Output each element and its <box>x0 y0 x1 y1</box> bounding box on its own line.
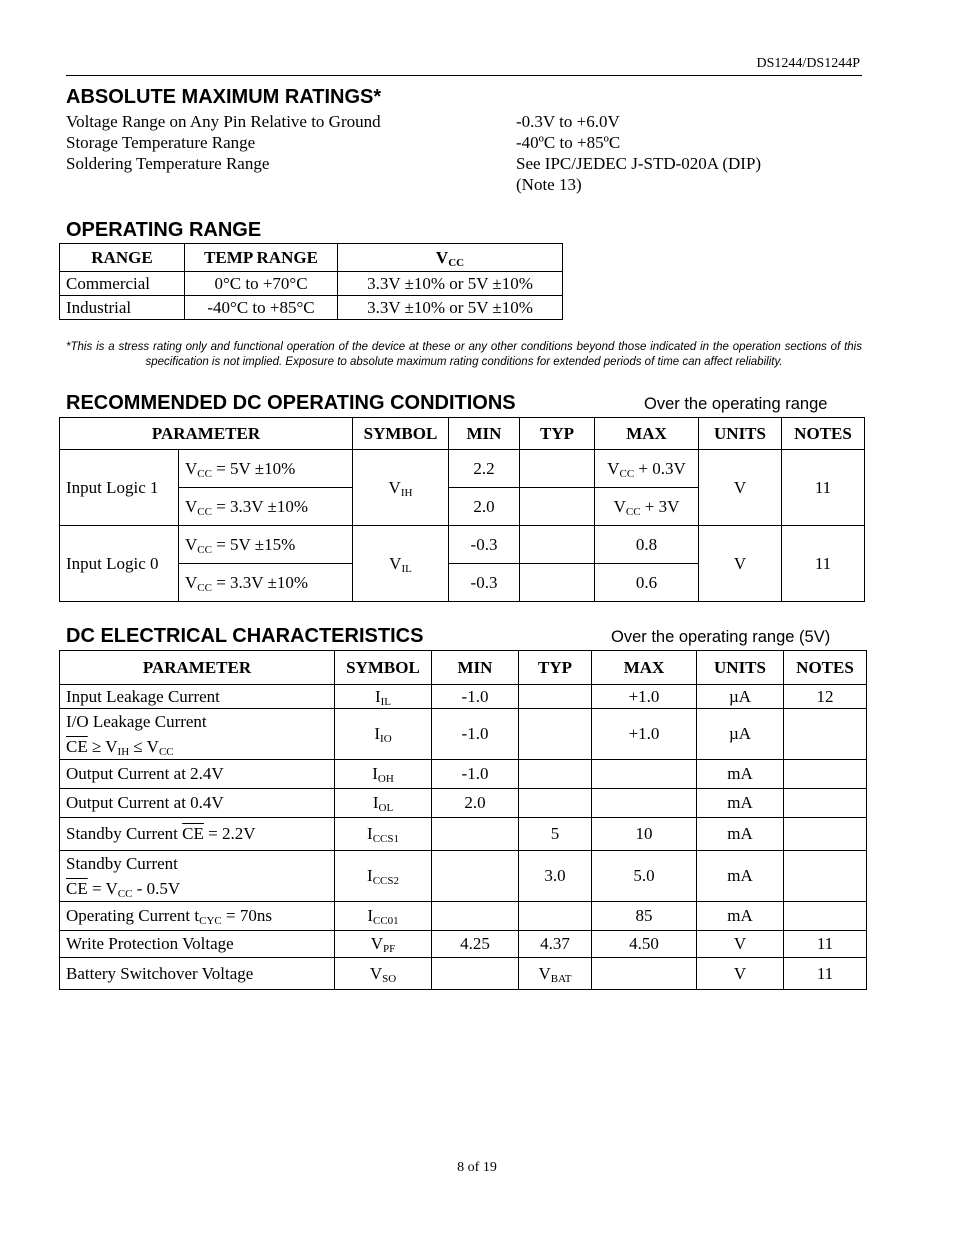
doc-id: DS1244/DS1244P <box>756 56 860 71</box>
table-row: Output Current at 2.4V $I_{OH}$ -1.0 mA <box>60 760 867 789</box>
op-range-table: RANGE TEMP RANGE $V_{CC}$ Commercial 0°C to +70°C 3.3V ±10% or 5V ±10% Industrial -40°C to +85°C 3.3V ±10% or 5V ±10% <box>59 243 563 320</box>
stress-note: *This is a stress rating only and functional operation of the device at these or any other conditions beyond those indicated in the operation sections of this specification is not implied. Exposure to absolute maximum rating conditions for extended periods of time can affect reliability. <box>66 341 862 368</box>
table-row: Operating Current $t_{CYC} = 70ns$ $I_{CC01}$ 85 mA <box>60 902 867 931</box>
table-row: Input Leakage Current $I_{IL}$ -1.0 +1.0 µA 12 <box>60 685 867 709</box>
rec-dc-table: PARAMETER SYMBOL MIN TYP MAX UNITS NOTES Input Logic 1 $V_{CC} = 5V \pm 10\%$ $V_{IH}$ 2.2 $V_{CC} + 0.3V$ V 11 $V_{CC} = 3.3V \pm 10\%$ 2.0 $V_{CC} + 3V$ Input Logic 0 $V_{CC} = 5V \pm 15\%$ $V_{IL}$ -0.3 0.8 V 11 $V_{CC} = 3.3V \pm 10\%$ -0.3 0.6 <box>59 417 865 602</box>
table-row: Write Protection Voltage $V_{PF}$ 4.25 4.37 4.50 V 11 <box>60 931 867 958</box>
abs-max-list <box>66 111 826 195</box>
abs-max-title: ABSOLUTE MAXIMUM RATINGS* <box>66 86 382 108</box>
rec-dc-title: RECOMMENDED DC OPERATING CONDITIONS <box>66 392 516 414</box>
table-row: $V_{CC} = 3.3V \pm 10\%$ 2.0 $V_{CC} + 3V$ <box>60 488 865 526</box>
abs-max-row: Soldering Temperature Range See IPC/JEDEC J-STD-020A (DIP) <box>66 154 762 173</box>
table-row: I/O Leakage Current $\overline{CE} \ge V_{IH} \le V_{CC}$ $I_{IO}$ -1.0 +1.0 µA <box>60 709 867 760</box>
table-row: Input Logic 1 $V_{CC} = 5V \pm 10\%$ $V_{IH}$ 2.2 $V_{CC} + 0.3V$ V 11 <box>60 450 865 488</box>
dc-elec-table: PARAMETER SYMBOL MIN TYP MAX UNITS NOTES Input Leakage Current $I_{IL}$ -1.0 +1.0 µA 12 I/O Leakage Current $\overline{CE} \ge V_{IH} \le V_{CC}$ $I_{IO}$ -1.0 +1.0 µA Output Current at 2.4V $I_{OH}$ -1.0 mA Output Current at 0.4V $I_{OL}$ 2.0 mA Standby Current $\overline{CE} = 2.2V$ $I_{CCS1}$ 5 10 mA Standby Current $\overline{CE} = V_{CC} - 0.5V$ $I_{CCS2}$ 3.0 5.0 mA Operating Current $t_{CYC} = 70ns$ $I_{CC01}$ 85 mA Write Protection Voltage $V_{PF}$ 4.25 4.37 4.50 V 11 Battery Switchover Voltage $V_{SO}$ $V_{BAT}$ V 11 <box>59 650 867 990</box>
table-row: $V_{CC} = 3.3V \pm 10\%$ -0.3 0.6 <box>60 564 865 602</box>
rec-dc-subtitle: Over the operating range <box>644 395 828 413</box>
abs-max-row: Voltage Range on Any Pin Relative to Ground -0.3V to +6.0V <box>66 112 620 131</box>
dc-elec-title: DC ELECTRICAL CHARACTERISTICS <box>66 625 424 647</box>
table-row: Output Current at 0.4V $I_{OL}$ 2.0 mA <box>60 789 867 818</box>
table-row: Standby Current $\overline{CE} = 2.2V$ $I_{CCS1}$ 5 10 mA <box>60 818 867 851</box>
table-row: Input Logic 0 $V_{CC} = 5V \pm 15\%$ $V_{IL}$ -0.3 0.8 V 11 <box>60 526 865 564</box>
abs-max-row: Storage Temperature Range -40ºC to +85ºC <box>66 133 621 152</box>
table-row: Battery Switchover Voltage $V_{SO}$ $V_{BAT}$ V 11 <box>60 958 867 990</box>
table-row: Commercial 0°C to +70°C 3.3V ±10% or 5V ±10% <box>60 272 563 296</box>
op-range-title: OPERATING RANGE <box>66 219 262 241</box>
header-rule <box>66 75 862 76</box>
table-row: Industrial -40°C to +85°C 3.3V ±10% or 5V ±10% <box>60 296 563 320</box>
abs-max-row: (Note 13) <box>516 175 582 194</box>
page-number: 8 of 19 <box>457 1160 497 1175</box>
table-row: Standby Current $\overline{CE} = V_{CC} - 0.5V$ $I_{CCS2}$ 3.0 5.0 mA <box>60 851 867 902</box>
dc-elec-subtitle: Over the operating range (5V) <box>611 628 831 646</box>
